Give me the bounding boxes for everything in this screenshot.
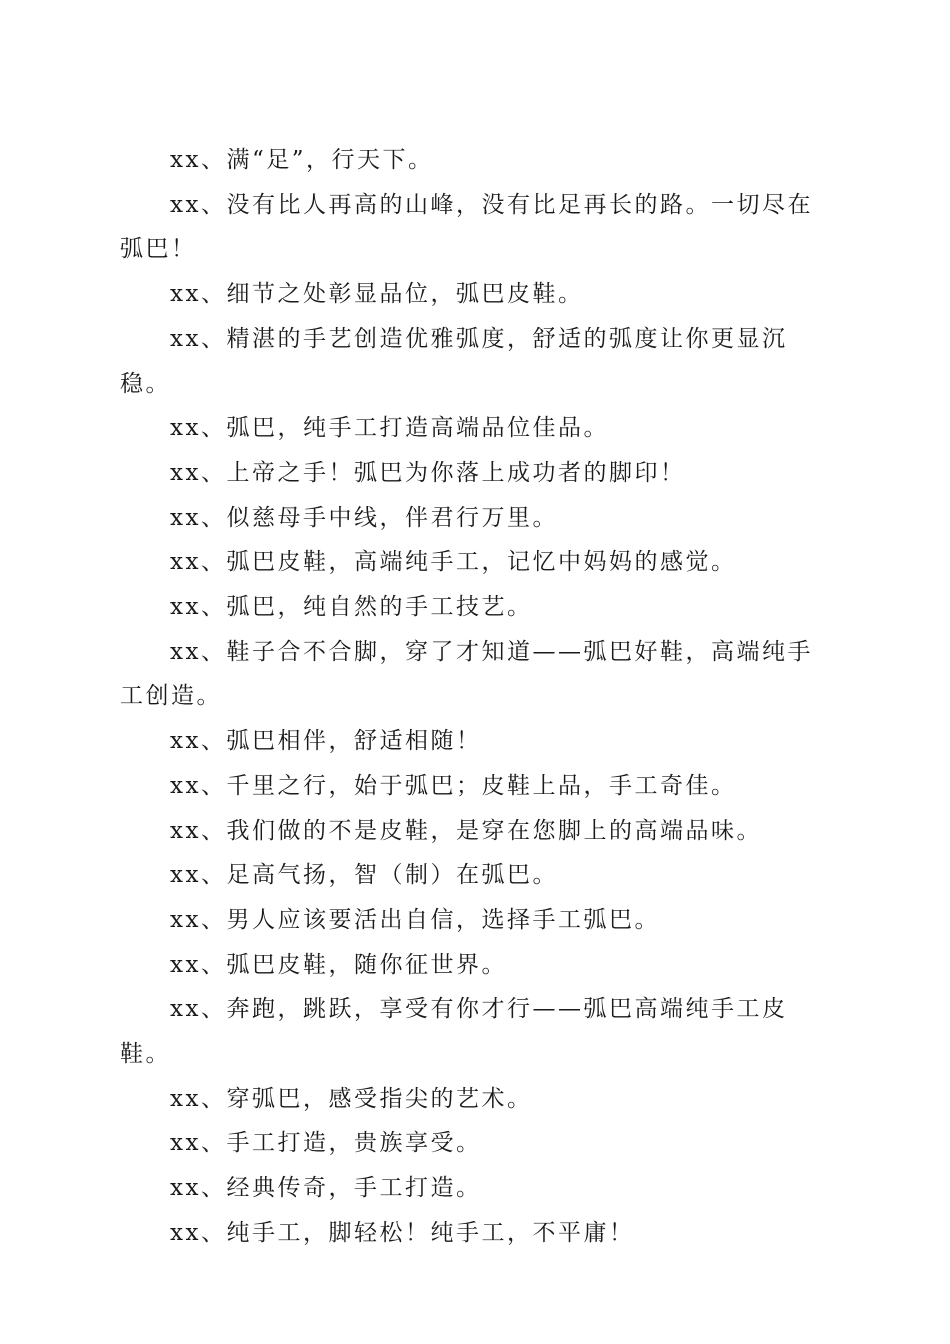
slogan-paragraph: xx、上帝之手！弧巴为你落上成功者的脚印！ xyxy=(170,459,686,486)
slogan-paragraph: xx、弧巴，纯手工打造高端品位佳品。 xyxy=(170,415,609,442)
slogan-paragraph: xx、弧巴相伴，舒适相随！ xyxy=(170,728,482,755)
slogan-paragraph: xx、我们做的不是皮鞋，是穿在您脚上的高端品味。 xyxy=(170,817,762,844)
slogan-paragraph: xx、弧巴皮鞋，随你征世界。 xyxy=(170,951,507,978)
slogan-paragraph: xx、鞋子合不合脚，穿了才知道——弧巴好鞋，高端纯手工创造。 xyxy=(120,638,813,710)
slogan-paragraph: xx、细节之处彰显品位，弧巴皮鞋。 xyxy=(170,281,584,308)
slogan-paragraph: xx、弧巴皮鞋，高端纯手工，记忆中妈妈的感觉。 xyxy=(170,549,737,576)
slogan-paragraph: xx、精湛的手艺创造优雅弧度，舒适的弧度让你更显沉稳。 xyxy=(120,325,788,397)
slogan-paragraph: xx、穿弧巴，感受指尖的艺术。 xyxy=(170,1085,533,1112)
slogan-paragraph: xx、男人应该要活出自信，选择手工弧巴。 xyxy=(170,906,660,933)
slogan-paragraph: xx、似慈母手中线，伴君行万里。 xyxy=(170,504,558,531)
slogan-paragraph: xx、弧巴，纯自然的手工技艺。 xyxy=(170,594,533,621)
slogan-paragraph: xx、满“足”，行天下。 xyxy=(170,147,434,173)
slogan-paragraph: xx、奔跑，跳跃，享受有你才行——弧巴高端纯手工皮鞋。 xyxy=(120,996,788,1068)
slogan-paragraph: xx、纯手工，脚轻松！纯手工，不平庸！ xyxy=(170,1219,635,1246)
slogan-paragraph: xx、经典传奇，手工打造。 xyxy=(170,1175,482,1202)
slogan-paragraph: xx、手工打造，贵族享受。 xyxy=(170,1130,482,1157)
slogan-paragraph: xx、千里之行，始于弧巴；皮鞋上品，手工奇佳。 xyxy=(170,772,737,799)
slogan-paragraph: xx、没有比人再高的山峰，没有比足再长的路。一切尽在弧巴！ xyxy=(120,191,813,263)
document-body xyxy=(120,138,830,1256)
slogan-paragraph: xx、足高气扬，智（制）在弧巴。 xyxy=(170,862,558,889)
